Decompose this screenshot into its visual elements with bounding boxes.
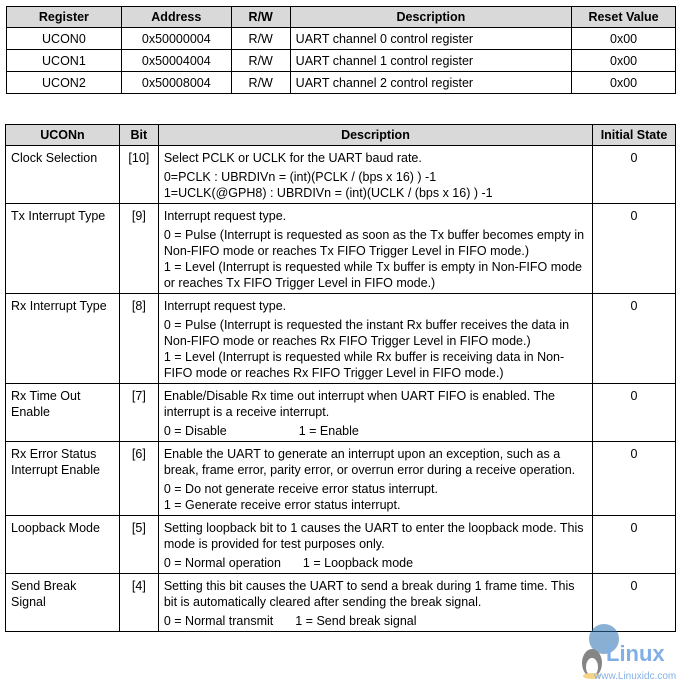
cell-initial-state: 0 <box>593 516 676 574</box>
description-line: 0 = Do not generate receive error status interrupt. <box>163 482 438 496</box>
bit-field-table-header <box>6 125 676 146</box>
cell-field-name: Tx Interrupt Type <box>6 204 120 294</box>
table-row <box>6 384 676 442</box>
col-address: Address <box>121 7 231 28</box>
cell-bit: [6] <box>119 442 158 516</box>
cell-description <box>158 294 592 384</box>
cell-bit: [9] <box>119 204 158 294</box>
table-row <box>6 442 676 516</box>
cell-initial-state: 0 <box>593 204 676 294</box>
option-1: 1 = Send break signal <box>295 614 417 628</box>
col-reset-value: Reset Value <box>572 7 676 28</box>
description-text: Setting loopback bit to 1 causes the UART to enter the loopback mode. This mode is provided for test purposes only. <box>163 521 584 551</box>
cell-register: UCON2 <box>7 72 122 94</box>
description-text: Interrupt request type. <box>163 299 287 313</box>
cell-field-name: Send Break Signal <box>6 574 120 632</box>
register-table-header <box>7 7 676 28</box>
cell-bit: [4] <box>119 574 158 632</box>
cell-description: UART channel 1 control register <box>290 50 571 72</box>
description-line: 0 = Pulse (Interrupt is requested the instant Rx buffer receives the data in Non-FIFO mode or reaches Rx FIFO Trigger Level in FIFO mode.) <box>163 318 570 348</box>
cell-rw: R/W <box>231 72 290 94</box>
cell-bit: [8] <box>119 294 158 384</box>
cell-description <box>158 442 592 516</box>
cell-register: UCON0 <box>7 28 122 50</box>
cell-field-name: Loopback Mode <box>6 516 120 574</box>
option-1: 1 = Enable <box>298 424 359 438</box>
col-description: Description <box>158 125 592 146</box>
watermark-brand: Linux <box>606 641 665 666</box>
description-text: Enable the UART to generate an interrupt upon an exception, such as a break, frame error, parity error, or overrun error during a receive operation. <box>163 447 576 477</box>
table-row <box>6 146 676 204</box>
table-row <box>7 72 676 94</box>
cell-field-name: Clock Selection <box>6 146 120 204</box>
cell-reset-value: 0x00 <box>572 50 676 72</box>
cell-initial-state: 0 <box>593 574 676 632</box>
description-text: Setting this bit causes the UART to send a break during 1 frame time. This bit is automatically cleared after sending the break signal. <box>163 579 575 609</box>
description-line: 0 = Pulse (Interrupt is requested as soon as the Tx buffer becomes empty in Non-FIFO mode or reaches Tx FIFO Trigger Level in FIFO mode.) <box>163 228 585 258</box>
cell-initial-state: 0 <box>593 294 676 384</box>
cell-register: UCON1 <box>7 50 122 72</box>
cell-description: UART channel 0 control register <box>290 28 571 50</box>
cell-description <box>158 146 592 204</box>
table-row <box>6 294 676 384</box>
option-0: 0 = Normal operation <box>163 556 281 570</box>
cell-description <box>158 384 592 442</box>
cell-field-name: Rx Interrupt Type <box>6 294 120 384</box>
option-0: 0 = Disable <box>163 424 227 438</box>
cell-reset-value: 0x00 <box>572 72 676 94</box>
table-row <box>6 204 676 294</box>
bit-field-table <box>5 124 676 632</box>
cell-field-name: Rx Time Out Enable <box>6 384 120 442</box>
cell-description: UART channel 2 control register <box>290 72 571 94</box>
col-uconn: UCONn <box>6 125 120 146</box>
description-line: 1 = Generate receive error status interrupt. <box>163 498 401 512</box>
col-register: Register <box>7 7 122 28</box>
col-bit: Bit <box>119 125 158 146</box>
cell-description <box>158 204 592 294</box>
cell-rw: R/W <box>231 28 290 50</box>
option-1: 1 = Loopback mode <box>302 556 414 570</box>
description-text: Interrupt request type. <box>163 209 287 223</box>
cell-rw: R/W <box>231 50 290 72</box>
description-line: 1 = Level (Interrupt is requested while Rx buffer is receiving data in Non-FIFO mode or reaches Rx FIFO Trigger Level in FIFO mode.) <box>163 350 565 380</box>
col-rw: R/W <box>231 7 290 28</box>
cell-bit: [7] <box>119 384 158 442</box>
description-line: 1 = Level (Interrupt is requested while Tx buffer is empty in Non-FIFO mode or reaches Tx FIFO Trigger Level in FIFO mode.) <box>163 260 582 290</box>
cell-description <box>158 516 592 574</box>
table-row <box>6 516 676 574</box>
description-line: 1=UCLK(@GPH8) : UBRDIVn = (int)(UCLK / (bps x 16) ) -1 <box>163 186 493 200</box>
watermark-url: www.Linuxidc.com <box>594 671 677 681</box>
option-0: 0 = Normal transmit <box>163 614 274 628</box>
watermark-logo <box>484 617 684 681</box>
cell-initial-state: 0 <box>593 442 676 516</box>
register-table <box>6 6 676 94</box>
cell-address: 0x50000004 <box>121 28 231 50</box>
cell-reset-value: 0x00 <box>572 28 676 50</box>
cell-initial-state: 0 <box>593 384 676 442</box>
cell-bit: [5] <box>119 516 158 574</box>
table-row <box>7 28 676 50</box>
cell-address: 0x50004004 <box>121 50 231 72</box>
description-text: Select PCLK or UCLK for the UART baud rate. <box>163 151 422 165</box>
cell-initial-state: 0 <box>593 146 676 204</box>
cell-bit: [10] <box>119 146 158 204</box>
description-line: 0=PCLK : UBRDIVn = (int)(PCLK / (bps x 16) ) -1 <box>163 170 437 184</box>
table-row <box>7 50 676 72</box>
description-options <box>164 555 587 571</box>
cell-address: 0x50008004 <box>121 72 231 94</box>
cell-field-name: Rx Error Status Interrupt Enable <box>6 442 120 516</box>
description-text: Enable/Disable Rx time out interrupt when UART FIFO is enabled. The interrupt is a receive interrupt. <box>163 389 556 419</box>
col-description: Description <box>290 7 571 28</box>
col-initial-state: Initial State <box>593 125 676 146</box>
description-options <box>164 423 587 439</box>
